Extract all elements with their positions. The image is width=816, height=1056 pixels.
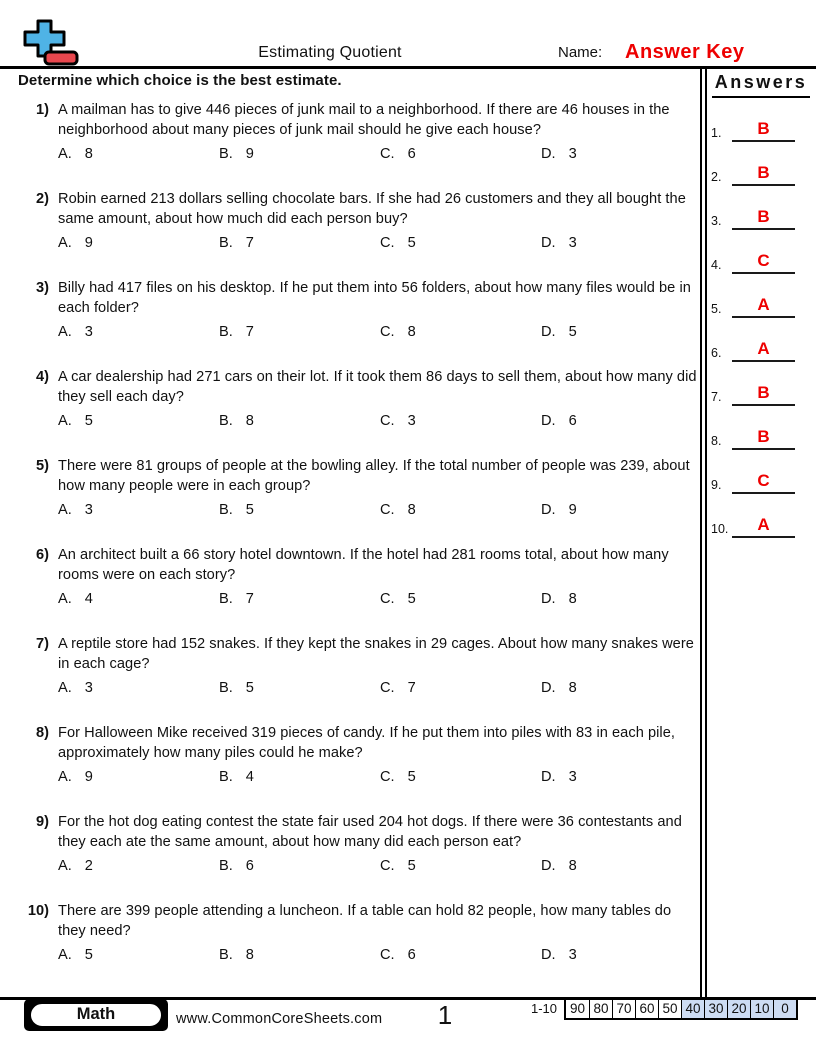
question-number: 10) xyxy=(27,903,49,919)
choice-row xyxy=(58,411,700,431)
choice-a-value: 2 xyxy=(84,858,93,874)
choice-d-value: 3 xyxy=(568,146,577,162)
choice-c-value: 5 xyxy=(407,235,416,251)
choice-b xyxy=(219,411,380,431)
question-number: 6) xyxy=(36,547,49,563)
answer-letter: A xyxy=(757,515,770,534)
choice-c-label: C. xyxy=(380,858,395,874)
answer-item xyxy=(707,318,816,362)
choice-c-label: C. xyxy=(380,146,395,162)
choice-d-value: 3 xyxy=(568,947,577,963)
answer-item xyxy=(707,274,816,318)
question-number: 7) xyxy=(36,636,49,652)
choice-b-value: 7 xyxy=(245,324,254,340)
question-text: A car dealership had 271 cars on their lot. If it took them 86 days to sell them, about how many did they sell each day? xyxy=(58,369,697,405)
choice-d-value: 8 xyxy=(568,680,577,696)
choice-d-label: D. xyxy=(541,235,556,251)
answer-letter: A xyxy=(757,295,770,314)
question-text: Robin earned 213 dollars selling chocolate bars. If she had 26 customers and they all bought the same amount, about how much did each person buy? xyxy=(58,191,686,227)
choice-a-label: A. xyxy=(58,769,72,785)
answer-number: 8. xyxy=(711,434,722,448)
choice-b-label: B. xyxy=(219,413,233,429)
choice-d-label: D. xyxy=(541,680,556,696)
choice-d-label: D. xyxy=(541,146,556,162)
choice-b-label: B. xyxy=(219,591,233,607)
choice-row xyxy=(58,589,700,609)
choice-row xyxy=(58,945,700,965)
question-item xyxy=(18,634,700,698)
question-item xyxy=(18,278,700,342)
choice-a-label: A. xyxy=(58,947,72,963)
choice-a xyxy=(58,856,219,876)
choice-d xyxy=(541,945,700,965)
score-cell: 0 xyxy=(773,1000,796,1018)
question-number: 5) xyxy=(36,458,49,474)
choice-row xyxy=(58,322,700,342)
choice-d xyxy=(541,144,700,164)
score-range-label: 1-10 xyxy=(530,1001,557,1016)
choice-d xyxy=(541,411,700,431)
choice-a xyxy=(58,945,219,965)
choice-c-label: C. xyxy=(380,591,395,607)
question-text: For Halloween Mike received 319 pieces of candy. If he put them into piles with 83 in each pile, approximately how many piles could he make? xyxy=(58,725,675,761)
answer-letter: B xyxy=(757,427,770,446)
answer-item xyxy=(707,186,816,230)
choice-d xyxy=(541,233,700,253)
answer-blank-line xyxy=(732,163,795,186)
choice-c-label: C. xyxy=(380,413,395,429)
answer-item xyxy=(707,230,816,274)
page-number: 1 xyxy=(437,1000,453,1030)
choice-c-label: C. xyxy=(380,235,395,251)
choice-b-label: B. xyxy=(219,146,233,162)
choice-b xyxy=(219,233,380,253)
score-cell: 40 xyxy=(681,1000,704,1018)
choice-d-label: D. xyxy=(541,769,556,785)
header xyxy=(0,0,816,69)
answer-item xyxy=(707,406,816,450)
choice-d-label: D. xyxy=(541,413,556,429)
question-body xyxy=(58,723,700,787)
subject-badge-label: Math xyxy=(29,1002,163,1028)
choice-a-label: A. xyxy=(58,502,72,518)
choice-c xyxy=(380,144,541,164)
question-body xyxy=(58,545,700,609)
choice-c-value: 7 xyxy=(407,680,416,696)
choice-c xyxy=(380,856,541,876)
answer-item xyxy=(707,450,816,494)
choice-a-label: A. xyxy=(58,235,72,251)
answer-number: 6. xyxy=(711,346,722,360)
question-item xyxy=(18,456,700,520)
score-cell: 50 xyxy=(658,1000,681,1018)
name-label: Name: xyxy=(558,44,603,61)
choice-c-value: 5 xyxy=(407,769,416,785)
choice-b-value: 7 xyxy=(245,235,254,251)
choice-b-label: B. xyxy=(219,947,233,963)
choice-d xyxy=(541,678,700,698)
choice-a-value: 3 xyxy=(84,502,93,518)
choice-a xyxy=(58,233,219,253)
choice-row xyxy=(58,678,700,698)
score-cell: 60 xyxy=(635,1000,658,1018)
choice-c xyxy=(380,322,541,342)
question-item xyxy=(18,723,700,787)
choice-a-value: 4 xyxy=(84,591,93,607)
answer-letter: A xyxy=(757,339,770,358)
answer-number: 7. xyxy=(711,390,722,404)
choice-d-value: 3 xyxy=(568,235,577,251)
answer-number: 4. xyxy=(711,258,722,272)
score-cell: 20 xyxy=(727,1000,750,1018)
answer-key-text: Answer Key xyxy=(625,41,745,63)
answer-number: 9. xyxy=(711,478,722,492)
answer-blank-line xyxy=(732,427,795,450)
choice-b-value: 8 xyxy=(245,413,254,429)
answer-blank-line xyxy=(732,251,795,274)
question-text: There were 81 groups of people at the bowling alley. If the total number of people was 239, about how many people were in each group? xyxy=(58,458,690,494)
choice-a-value: 5 xyxy=(84,413,93,429)
answer-number: 5. xyxy=(711,302,722,316)
choice-a xyxy=(58,589,219,609)
answer-item xyxy=(707,494,816,538)
choice-d-label: D. xyxy=(541,324,556,340)
choice-c-label: C. xyxy=(380,324,395,340)
choice-c xyxy=(380,411,541,431)
answer-item xyxy=(707,362,816,406)
question-number: 1) xyxy=(36,102,49,118)
choice-b-label: B. xyxy=(219,324,233,340)
choice-b xyxy=(219,589,380,609)
question-body xyxy=(58,634,700,698)
score-cell: 70 xyxy=(612,1000,635,1018)
choice-d-label: D. xyxy=(541,858,556,874)
question-body xyxy=(58,901,700,965)
score-strip xyxy=(531,998,798,1020)
choice-d-value: 8 xyxy=(568,591,577,607)
question-body xyxy=(58,278,700,342)
choice-c xyxy=(380,945,541,965)
choice-a xyxy=(58,678,219,698)
choice-c-value: 5 xyxy=(407,591,416,607)
question-text: An architect built a 66 story hotel downtown. If the hotel had 281 rooms total, about how many rooms were on each story? xyxy=(58,547,669,583)
page-title: Estimating Quotient xyxy=(258,44,402,61)
question-number: 9) xyxy=(36,814,49,830)
choice-b xyxy=(219,144,380,164)
answers-panel xyxy=(700,69,816,997)
choice-row xyxy=(58,233,700,253)
question-text: There are 399 people attending a luncheon. If a table can hold 82 people, how many tables do they need? xyxy=(58,903,672,939)
choice-d xyxy=(541,589,700,609)
choice-d-value: 8 xyxy=(568,858,577,874)
question-item xyxy=(18,367,700,431)
choice-b-label: B. xyxy=(219,502,233,518)
choice-c-value: 6 xyxy=(407,947,416,963)
answer-blank-line xyxy=(732,515,795,538)
choice-a-label: A. xyxy=(58,858,72,874)
choice-b xyxy=(219,678,380,698)
choice-c xyxy=(380,589,541,609)
question-number: 8) xyxy=(36,725,49,741)
question-body xyxy=(58,189,700,253)
question-body xyxy=(58,100,700,164)
question-item xyxy=(18,812,700,876)
choice-a-value: 3 xyxy=(84,324,93,340)
answer-letter: C xyxy=(757,251,770,270)
score-cell: 10 xyxy=(750,1000,773,1018)
choice-a-label: A. xyxy=(58,680,72,696)
answer-item xyxy=(707,142,816,186)
choice-b xyxy=(219,856,380,876)
choice-c xyxy=(380,678,541,698)
choice-c xyxy=(380,233,541,253)
choice-c-value: 8 xyxy=(407,324,416,340)
choice-d xyxy=(541,767,700,787)
answer-blank-line xyxy=(732,471,795,494)
choice-a xyxy=(58,767,219,787)
choice-a-label: A. xyxy=(58,591,72,607)
answer-letter: B xyxy=(757,383,770,402)
answer-blank-line xyxy=(732,119,795,142)
answer-list xyxy=(707,98,816,538)
choice-d-value: 6 xyxy=(568,413,577,429)
answer-number: 1. xyxy=(711,126,722,140)
questions-section xyxy=(0,69,700,997)
answer-number: 10. xyxy=(711,522,729,536)
choice-row xyxy=(58,144,700,164)
instructions-text: Determine which choice is the best estimate. xyxy=(18,72,342,89)
score-cell: 30 xyxy=(704,1000,727,1018)
subject-badge xyxy=(24,999,168,1031)
score-cell: 90 xyxy=(566,1000,589,1018)
answer-letter: C xyxy=(757,471,770,490)
question-number: 3) xyxy=(36,280,49,296)
choice-c-value: 3 xyxy=(407,413,416,429)
score-cell: 80 xyxy=(589,1000,612,1018)
choice-b-value: 4 xyxy=(245,769,254,785)
choice-d-label: D. xyxy=(541,591,556,607)
choice-row xyxy=(58,856,700,876)
choice-b-value: 9 xyxy=(245,146,254,162)
choice-a xyxy=(58,411,219,431)
choice-a-label: A. xyxy=(58,146,72,162)
choice-a-value: 3 xyxy=(84,680,93,696)
plus-minus-math-icon xyxy=(22,18,80,67)
score-table xyxy=(564,998,798,1020)
question-number: 2) xyxy=(36,191,49,207)
answers-panel-title: Answers xyxy=(712,72,810,98)
footer xyxy=(0,997,816,1056)
choice-c xyxy=(380,500,541,520)
question-item xyxy=(18,545,700,609)
question-text: Billy had 417 files on his desktop. If he put them into 56 folders, about how many files would be in each folder? xyxy=(58,280,691,316)
choice-a-value: 5 xyxy=(84,947,93,963)
question-item xyxy=(18,189,700,253)
answer-number: 3. xyxy=(711,214,722,228)
choice-a-value: 8 xyxy=(84,146,93,162)
choice-d xyxy=(541,856,700,876)
choice-b xyxy=(219,322,380,342)
answer-letter: B xyxy=(757,207,770,226)
choice-c-label: C. xyxy=(380,769,395,785)
choice-c-label: C. xyxy=(380,502,395,518)
choice-b-value: 8 xyxy=(245,947,254,963)
choice-row xyxy=(58,500,700,520)
website-text: www.CommonCoreSheets.com xyxy=(176,1011,383,1027)
choice-b xyxy=(219,945,380,965)
choice-d-value: 3 xyxy=(568,769,577,785)
choice-c-value: 5 xyxy=(407,858,416,874)
question-number: 4) xyxy=(36,369,49,385)
choice-c xyxy=(380,767,541,787)
choice-a-label: A. xyxy=(58,413,72,429)
choice-c-label: C. xyxy=(380,947,395,963)
choice-b-label: B. xyxy=(219,235,233,251)
answer-blank-line xyxy=(732,295,795,318)
choice-a xyxy=(58,144,219,164)
choice-b-value: 6 xyxy=(245,858,254,874)
choice-b-value: 7 xyxy=(245,591,254,607)
choice-row xyxy=(58,767,700,787)
question-body xyxy=(58,456,700,520)
answer-letter: B xyxy=(757,119,770,138)
choice-b-value: 5 xyxy=(245,502,254,518)
main-area xyxy=(0,69,816,997)
choice-c-label: C. xyxy=(380,680,395,696)
choice-d xyxy=(541,500,700,520)
choice-b xyxy=(219,767,380,787)
choice-d-label: D. xyxy=(541,502,556,518)
choice-a xyxy=(58,500,219,520)
choice-c-value: 8 xyxy=(407,502,416,518)
choice-a-value: 9 xyxy=(84,769,93,785)
answer-letter: B xyxy=(757,163,770,182)
choice-d-value: 9 xyxy=(568,502,577,518)
choice-a-label: A. xyxy=(58,324,72,340)
choice-a-value: 9 xyxy=(84,235,93,251)
choice-b-value: 5 xyxy=(245,680,254,696)
question-list xyxy=(18,100,700,965)
choice-b xyxy=(219,500,380,520)
question-item xyxy=(18,901,700,965)
question-item xyxy=(18,100,700,164)
question-body xyxy=(58,812,700,876)
answer-blank-line xyxy=(732,383,795,406)
answer-item xyxy=(707,98,816,142)
question-body xyxy=(58,367,700,431)
answer-number: 2. xyxy=(711,170,722,184)
answer-blank-line xyxy=(732,339,795,362)
question-text: For the hot dog eating contest the state fair used 204 hot dogs. If there were 36 contestants and they each ate the same amount, about how many did each person eat? xyxy=(58,814,682,850)
question-text: A reptile store had 152 snakes. If they kept the snakes in 29 cages. About how many snakes were in each cage? xyxy=(58,636,694,672)
choice-d-value: 5 xyxy=(568,324,577,340)
choice-b-label: B. xyxy=(219,858,233,874)
choice-b-label: B. xyxy=(219,769,233,785)
question-text: A mailman has to give 446 pieces of junk mail to a neighborhood. If there are 46 houses in the neighborhood about many pieces of junk mail should he give each house? xyxy=(58,102,670,138)
answer-blank-line xyxy=(732,207,795,230)
choice-a xyxy=(58,322,219,342)
choice-b-label: B. xyxy=(219,680,233,696)
choice-d-label: D. xyxy=(541,947,556,963)
choice-c-value: 6 xyxy=(407,146,416,162)
choice-d xyxy=(541,322,700,342)
